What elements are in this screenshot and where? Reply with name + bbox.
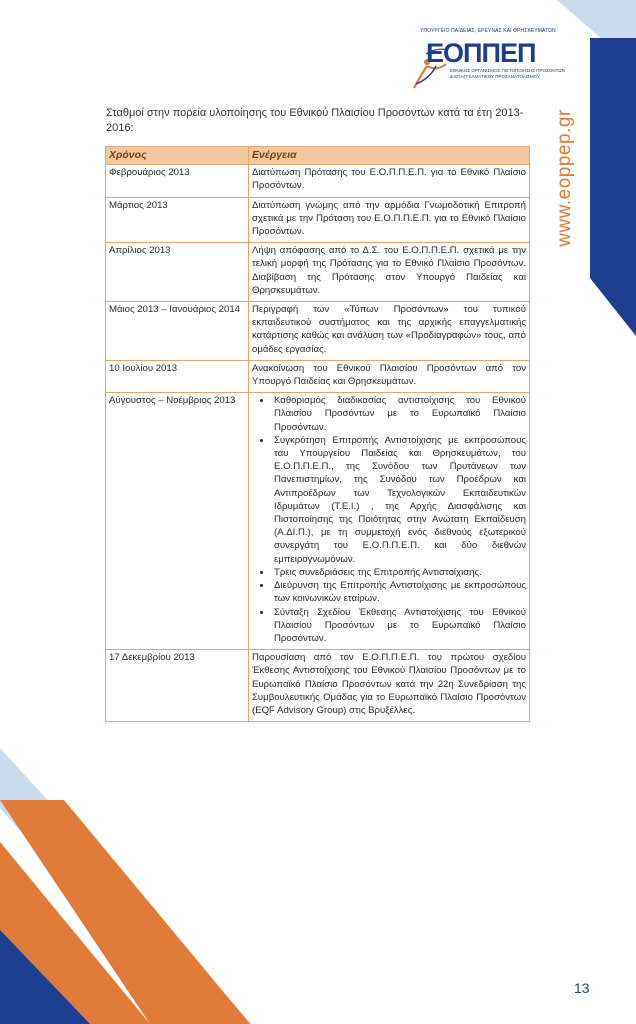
- time-cell: Μάιος 2013 – Ιανουάριος 2014: [106, 302, 249, 361]
- time-cell: Αύγουστος – Νοέμβριος 2013: [106, 393, 249, 650]
- action-bullet-list: [252, 394, 526, 645]
- table-header-row: [106, 147, 530, 165]
- website-url[interactable]: [545, 108, 585, 248]
- time-cell: 10 Ιουλίου 2013: [106, 360, 249, 392]
- action-cell: [249, 393, 530, 650]
- right-navy-band: [590, 38, 636, 336]
- logo-ministry-tagline: ΥΠΟΥΡΓΕΙΟ ΠΑΙΔΕΙΑΣ, ΕΡΕΥΝΑΣ ΚΑΙ ΘΡΗΣΚΕΥΜΑΤΩΝ: [420, 28, 556, 34]
- table-row: [106, 197, 530, 243]
- list-item: • Διεύρυνση της Επιτροπής Αντιστοίχισης με εκπροσώπους των κοινωνικών εταίρων.: [272, 579, 526, 605]
- table-row: [106, 243, 530, 302]
- action-cell: Διατύπωση Πρότασης του Ε.Ο.Π.Π.Ε.Π. για το Εθνικό Πλαίσιο Προσόντων.: [249, 165, 530, 197]
- eoppep-logo: [412, 28, 565, 98]
- action-cell: Περιγραφή των «Τύπων Προσόντων» του τυπικού εκπαιδευτικού συστήματος και της αρχικής επαγγελματικής κατάρτισης καθώς και ανάλυση των «Προδιαγραφών» τους, από ομάδες εργασίας.: [249, 302, 530, 361]
- list-item: • Καθορισμός διαδικασίας αντιστοίχισης του Εθνικού Πλαισίου Προσόντων με το Ευρωπαϊκό Πλαίσιο Προσόντων.: [272, 394, 526, 434]
- column-header-action: Ενέργεια: [249, 147, 530, 165]
- logo-brand-text: ΕΟΠΠΕΠ: [426, 38, 536, 68]
- column-header-time: Χρόνος: [106, 147, 249, 165]
- action-cell: Λήψη απόφασης από το Δ.Σ. του Ε.Ο.Π.Π.Ε.Π. σχετικά με την τελική μορφή της Πρότασης για το Εθνικό Πλαίσιο Προσόντων. Διαβίβαση της Πρότασης στον Υπουργό Παιδείας και Θρησκευμάτων.: [249, 243, 530, 302]
- intro-paragraph: Σταθμοί στην πορεία υλοποίησης του Εθνικού Πλαισίου Προσόντων κατά τα έτη 2013-2016:: [106, 107, 524, 134]
- logo-subtitle-line1: ΕΘΝΙΚΟΣ ΟΡΓΑΝΙΣΜΟΣ ΠΙΣΤΟΠΟΙΗΣΗΣ ΠΡΟΣΟΝΤΩΝ: [450, 68, 565, 73]
- action-cell: Διατύπωση γνώμης από την αρμόδια Γνωμοδοτική Επιτροπή σχετικά με την Πρόταση του Ε.Ο.Π.Π.Ε.Π. για το Εθνικό Πλαίσιο Προσόντων.: [249, 197, 530, 243]
- action-cell: Ανακοίνωση του Εθνικού Πλαισίου Προσόντων από τον Υπουργό Παιδείας και Θρησκευμάτων.: [249, 360, 530, 392]
- table-row: [106, 650, 530, 722]
- timeline-table: [105, 146, 530, 722]
- time-cell: 17 Δεκεμβρίου 2013: [106, 650, 249, 722]
- table-row: [106, 165, 530, 197]
- table-row: [106, 360, 530, 392]
- page-number: 13: [574, 980, 590, 996]
- list-item: • Συγκρότηση Επιτροπής Αντιστοίχισης με εκπροσώπους ταυ Υπουργείου Παιδείας και Θρησκευμάτων, του Ε.Ο.Π.Π.Ε.Π., της Συνόδου των Πρυτάνεων των Πανεπιστημίων, της Συνόδου των Προέδρων και Αντιπροέδρων των Τεχνολογικών Εκπαιδευτικών Ιδρυμάτων (Τ.Ε.Ι.) , της Αρχής Διασφάλισης και Πιστοποίησης της Ποιότητας στην Ανώτατη Εκπαίδευση (Α.ΔΙ.Π.), με τη συμμετοχή ενός διεθνούς εξωτερικού συνεργάτη του Ε.Ο.Π.Π.Ε.Π. και δύο διεθνών εμπειρογνωμόνων.: [272, 434, 526, 566]
- time-cell: Απρίλιος 2013: [106, 243, 249, 302]
- logo-subtitle-line2: & ΕΠΑΓΓΕΛΜΑΤΙΚΟΥ ΠΡΟΣΑΝΑΤΟΛΙΣΜΟΥ: [450, 74, 540, 79]
- action-cell: Παρουσίαση από τον Ε.Ο.Π.Π.Ε.Π. του πρώτου σχεδίου Έκθεσης Αντιστοίχισης του Εθνικού Πλαισίου Προσόντων με το Ευρωπαϊκό Πλαίσιο Προσόντων κατά την 22η Συνεδρίαση της Συμβουλευτικής Ομάδας για το Ευρωπαϊκό Πλαίσιο Προσόντων (EQF Advisory Group) στις Βρυξέλλες.: [249, 650, 530, 722]
- table-row: [106, 302, 530, 361]
- list-item: • Τρεις συνεδριάσεις της Επιτροπής Αντιστοίχισης.: [272, 566, 526, 579]
- list-item: • Σύνταξη Σχεδίου Έκθεσης Αντιστοίχισης του Εθνικού Πλαισίου Προσόντων με το Ευρωπαϊκό Πλαίσιο Προσόντων.: [272, 606, 526, 646]
- website-url-text: www.eoppep.gr: [554, 109, 575, 247]
- time-cell: Μάρτιος 2013: [106, 197, 249, 243]
- time-cell: Φεβρουάριος 2013: [106, 165, 249, 197]
- table-row: [106, 393, 530, 650]
